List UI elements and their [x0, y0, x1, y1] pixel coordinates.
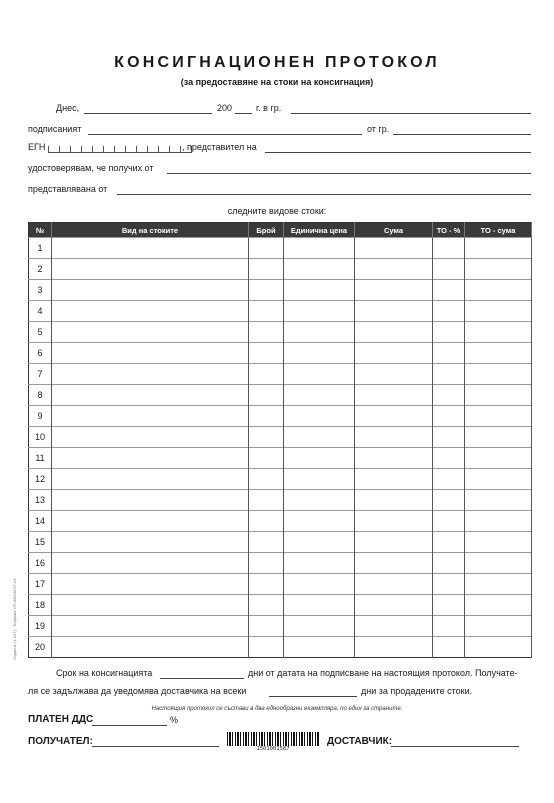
row-number: 17 — [29, 574, 52, 595]
table-row — [29, 616, 532, 637]
goods-type-cell[interactable] — [52, 616, 249, 637]
city-label: г. в гр. — [256, 103, 282, 113]
notify-text: ля се задължава да уведомява доставчика на всеки — [28, 686, 247, 696]
goods-type-cell[interactable] — [52, 490, 249, 511]
to-percent-cell[interactable] — [433, 490, 465, 511]
to-sum-cell[interactable] — [465, 637, 532, 658]
col-to-percent: ТО - % — [433, 223, 465, 238]
sum-cell[interactable] — [355, 343, 433, 364]
unit-price-cell[interactable] — [284, 532, 355, 553]
to-sum-cell[interactable] — [465, 259, 532, 280]
unit-price-cell[interactable] — [284, 280, 355, 301]
document-title: КОНСИГНАЦИОНЕН ПРОТОКОЛ — [114, 54, 440, 71]
unit-price-cell[interactable] — [284, 574, 355, 595]
table-row — [29, 574, 532, 595]
representative-label: , представител на — [182, 142, 257, 152]
to-sum-cell[interactable] — [465, 532, 532, 553]
goods-type-cell[interactable] — [52, 322, 249, 343]
signer-name-field[interactable] — [88, 134, 362, 135]
sum-cell[interactable] — [355, 469, 433, 490]
goods-type-cell[interactable] — [52, 301, 249, 322]
goods-type-cell[interactable] — [52, 511, 249, 532]
goods-type-cell[interactable] — [52, 406, 249, 427]
table-row — [29, 385, 532, 406]
sum-cell[interactable] — [355, 406, 433, 427]
received-from-field[interactable] — [167, 173, 531, 174]
sum-cell[interactable] — [355, 532, 433, 553]
side-print-info: Издание (1-167) · Фабрика ОП-026/40-97-66 — [12, 578, 17, 660]
goods-type-cell[interactable] — [52, 427, 249, 448]
goods-type-cell[interactable] — [52, 595, 249, 616]
row-number: 3 — [29, 280, 52, 301]
row-number: 14 — [29, 511, 52, 532]
table-row — [29, 406, 532, 427]
table-row — [29, 469, 532, 490]
following-goods-label: следните видове стоки: — [227, 206, 327, 216]
sum-cell[interactable] — [355, 280, 433, 301]
to-percent-cell[interactable] — [433, 280, 465, 301]
term-days-field[interactable] — [160, 678, 244, 679]
supplier-signature-field[interactable] — [391, 746, 519, 747]
to-percent-cell[interactable] — [433, 343, 465, 364]
row-number: 10 — [29, 427, 52, 448]
goods-type-cell[interactable] — [52, 469, 249, 490]
from-city-label: от гр. — [367, 124, 390, 134]
today-label: Днес, — [56, 103, 80, 113]
goods-type-cell[interactable] — [52, 532, 249, 553]
quantity-cell[interactable] — [249, 511, 284, 532]
to-sum-cell[interactable] — [465, 301, 532, 322]
term-label: Срок на консигнацията — [56, 668, 153, 678]
sum-cell[interactable] — [355, 259, 433, 280]
row-number: 20 — [29, 637, 52, 658]
represented-by-field[interactable] — [117, 194, 531, 195]
table-row — [29, 595, 532, 616]
to-percent-cell[interactable] — [433, 406, 465, 427]
row-number: 12 — [29, 469, 52, 490]
table-row — [29, 448, 532, 469]
supplier-label: ДОСТАВЧИК: — [327, 736, 393, 747]
unit-price-cell[interactable] — [284, 364, 355, 385]
to-percent-cell[interactable] — [433, 364, 465, 385]
to-percent-cell[interactable] — [433, 637, 465, 658]
row-number: 5 — [29, 322, 52, 343]
notify-days-field[interactable] — [269, 696, 357, 697]
sum-cell[interactable] — [355, 364, 433, 385]
quantity-cell[interactable] — [249, 364, 284, 385]
to-sum-cell[interactable] — [465, 343, 532, 364]
receiver-signature-field[interactable] — [92, 746, 219, 747]
row-number: 6 — [29, 343, 52, 364]
from-city-field[interactable] — [393, 134, 531, 135]
table-row — [29, 490, 532, 511]
unit-price-cell[interactable] — [284, 385, 355, 406]
to-sum-cell[interactable] — [465, 469, 532, 490]
quantity-cell[interactable] — [249, 616, 284, 637]
quantity-cell[interactable] — [249, 574, 284, 595]
to-sum-cell[interactable] — [465, 595, 532, 616]
row-number: 2 — [29, 259, 52, 280]
to-sum-cell[interactable] — [465, 574, 532, 595]
col-goods-type: Вид на стоките — [52, 223, 249, 238]
row-number: 19 — [29, 616, 52, 637]
goods-type-cell[interactable] — [52, 280, 249, 301]
col-quantity: Брой — [249, 223, 284, 238]
table-row — [29, 259, 532, 280]
row-number: 13 — [29, 490, 52, 511]
table-row — [29, 427, 532, 448]
unit-price-cell[interactable] — [284, 448, 355, 469]
row-number: 16 — [29, 553, 52, 574]
certify-label: удостоверявам, че получих от — [28, 163, 154, 173]
to-percent-cell[interactable] — [433, 427, 465, 448]
document-subtitle: (за предоставяне на стоки на консигнация) — [180, 77, 374, 87]
quantity-cell[interactable] — [249, 259, 284, 280]
signed-label: подписаният — [28, 124, 82, 134]
sum-cell[interactable] — [355, 322, 433, 343]
table-row — [29, 280, 532, 301]
sum-cell[interactable] — [355, 574, 433, 595]
quantity-cell[interactable] — [249, 448, 284, 469]
unit-price-cell[interactable] — [284, 553, 355, 574]
to-sum-cell[interactable] — [465, 280, 532, 301]
sum-cell[interactable] — [355, 511, 433, 532]
quantity-cell[interactable] — [249, 280, 284, 301]
unit-price-cell[interactable] — [284, 406, 355, 427]
unit-price-cell[interactable] — [284, 259, 355, 280]
row-number: 11 — [29, 448, 52, 469]
quantity-cell[interactable] — [249, 343, 284, 364]
quantity-cell[interactable] — [249, 238, 284, 259]
barcode-number: 1501001587 — [256, 746, 290, 752]
col-sum: Сума — [355, 223, 433, 238]
row-number: 15 — [29, 532, 52, 553]
unit-price-cell[interactable] — [284, 595, 355, 616]
receiver-label: ПОЛУЧАТЕЛ: — [28, 736, 93, 747]
col-to-sum: ТО - сума — [465, 223, 532, 238]
quantity-cell[interactable] — [249, 490, 284, 511]
goods-type-cell[interactable] — [52, 574, 249, 595]
unit-price-cell[interactable] — [284, 616, 355, 637]
table-row — [29, 532, 532, 553]
table-row — [29, 343, 532, 364]
table-row — [29, 301, 532, 322]
to-sum-cell[interactable] — [465, 406, 532, 427]
to-percent-cell[interactable] — [433, 574, 465, 595]
sum-cell[interactable] — [355, 427, 433, 448]
sum-cell[interactable] — [355, 301, 433, 322]
to-percent-cell[interactable] — [433, 532, 465, 553]
company-field[interactable] — [265, 152, 531, 153]
goods-type-cell[interactable] — [52, 343, 249, 364]
copies-note: Настоящия протокол се състави в два еднообразни екземпляра, по един за страните. — [151, 706, 403, 712]
to-percent-cell[interactable] — [433, 616, 465, 637]
row-number: 1 — [29, 238, 52, 259]
row-number: 7 — [29, 364, 52, 385]
row-number: 9 — [29, 406, 52, 427]
to-percent-cell[interactable] — [433, 469, 465, 490]
unit-price-cell[interactable] — [284, 511, 355, 532]
quantity-cell[interactable] — [249, 301, 284, 322]
goods-type-cell[interactable] — [52, 637, 249, 658]
sum-cell[interactable] — [355, 637, 433, 658]
unit-price-cell[interactable] — [284, 343, 355, 364]
egn-label: ЕГН — [28, 142, 46, 152]
to-sum-cell[interactable] — [465, 385, 532, 406]
row-number: 4 — [29, 301, 52, 322]
table-row — [29, 364, 532, 385]
egn-field[interactable] — [48, 146, 192, 154]
represented-label: представлявана от — [28, 184, 108, 194]
sum-cell[interactable] — [355, 490, 433, 511]
to-percent-cell[interactable] — [433, 448, 465, 469]
to-percent-cell[interactable] — [433, 322, 465, 343]
to-sum-cell[interactable] — [465, 448, 532, 469]
to-sum-cell[interactable] — [465, 364, 532, 385]
percent-sign: % — [170, 715, 179, 725]
goods-table — [28, 222, 532, 658]
term-days-text: дни от датата на подписване на настоящия протокол. Получате- — [248, 668, 518, 678]
quantity-cell[interactable] — [249, 469, 284, 490]
year-prefix: 200 — [217, 103, 233, 113]
to-sum-cell[interactable] — [465, 616, 532, 637]
to-percent-cell[interactable] — [433, 238, 465, 259]
barcode — [227, 732, 319, 746]
table-row — [29, 637, 532, 658]
row-number: 18 — [29, 595, 52, 616]
goods-type-cell[interactable] — [52, 385, 249, 406]
to-percent-cell[interactable] — [433, 595, 465, 616]
sum-cell[interactable] — [355, 595, 433, 616]
to-sum-cell[interactable] — [465, 322, 532, 343]
table-row — [29, 553, 532, 574]
to-percent-cell[interactable] — [433, 553, 465, 574]
unit-price-cell[interactable] — [284, 469, 355, 490]
to-sum-cell[interactable] — [465, 553, 532, 574]
goods-type-cell[interactable] — [52, 259, 249, 280]
quantity-cell[interactable] — [249, 637, 284, 658]
quantity-cell[interactable] — [249, 532, 284, 553]
to-percent-cell[interactable] — [433, 301, 465, 322]
to-sum-cell[interactable] — [465, 238, 532, 259]
quantity-cell[interactable] — [249, 553, 284, 574]
col-number: № — [29, 223, 52, 238]
goods-type-cell[interactable] — [52, 364, 249, 385]
table-row — [29, 238, 532, 259]
to-percent-cell[interactable] — [433, 259, 465, 280]
table-row — [29, 322, 532, 343]
unit-price-cell[interactable] — [284, 322, 355, 343]
table-header-row — [29, 223, 532, 238]
to-sum-cell[interactable] — [465, 511, 532, 532]
goods-type-cell[interactable] — [52, 553, 249, 574]
sum-cell[interactable] — [355, 385, 433, 406]
sum-cell[interactable] — [355, 448, 433, 469]
sum-cell[interactable] — [355, 553, 433, 574]
city-field[interactable] — [291, 113, 531, 114]
unit-price-cell[interactable] — [284, 637, 355, 658]
goods-type-cell[interactable] — [52, 238, 249, 259]
unit-price-cell[interactable] — [284, 427, 355, 448]
row-number: 8 — [29, 385, 52, 406]
to-sum-cell[interactable] — [465, 427, 532, 448]
quantity-cell[interactable] — [249, 406, 284, 427]
sum-cell[interactable] — [355, 238, 433, 259]
unit-price-cell[interactable] — [284, 301, 355, 322]
table-row — [29, 511, 532, 532]
vat-field[interactable] — [92, 725, 167, 726]
quantity-cell[interactable] — [249, 385, 284, 406]
to-percent-cell[interactable] — [433, 385, 465, 406]
quantity-cell[interactable] — [249, 595, 284, 616]
sum-cell[interactable] — [355, 616, 433, 637]
unit-price-cell[interactable] — [284, 490, 355, 511]
date-field[interactable] — [84, 113, 212, 114]
quantity-cell[interactable] — [249, 427, 284, 448]
year-field[interactable] — [235, 113, 252, 114]
to-percent-cell[interactable] — [433, 511, 465, 532]
notify-end-text: дни за продадените стоки. — [361, 686, 473, 696]
to-sum-cell[interactable] — [465, 490, 532, 511]
unit-price-cell[interactable] — [284, 238, 355, 259]
col-unit-price: Единична цена — [284, 223, 355, 238]
quantity-cell[interactable] — [249, 322, 284, 343]
vat-label: ПЛАТЕН ДДС — [28, 714, 94, 725]
goods-type-cell[interactable] — [52, 448, 249, 469]
